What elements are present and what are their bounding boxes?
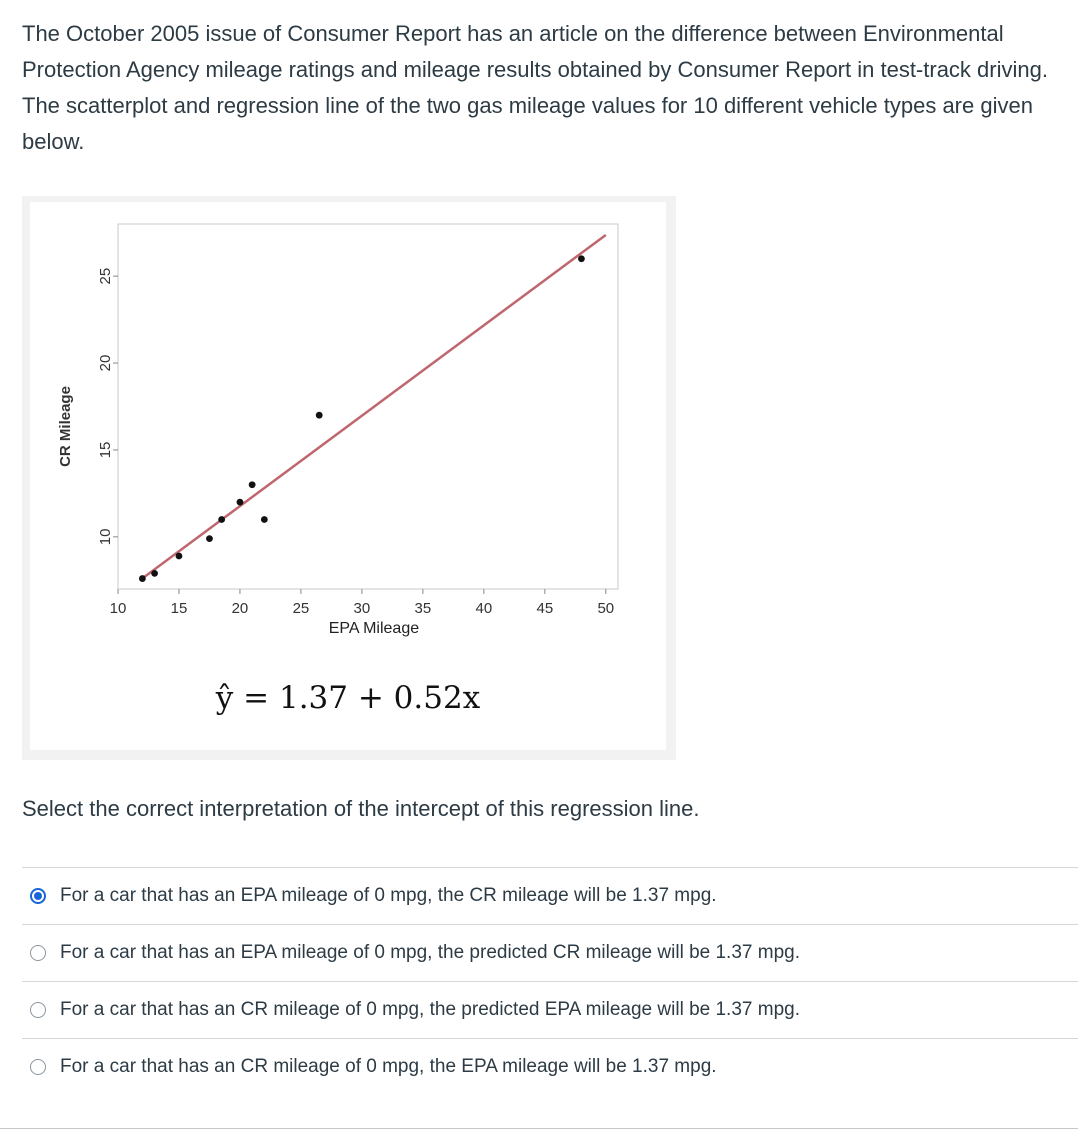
data-point-2 [176, 553, 183, 560]
x-tick-label: 15 [170, 600, 188, 617]
figure-inner [30, 202, 666, 750]
radio-button-2[interactable] [30, 945, 46, 961]
answer-option-1[interactable] [22, 868, 1078, 925]
x-tick-label: 50 [597, 600, 615, 617]
data-point-8 [316, 412, 323, 419]
regression-line [142, 235, 605, 578]
data-point-7 [261, 516, 268, 523]
x-tick-label: 25 [292, 600, 310, 617]
plot-frame [118, 224, 618, 589]
bottom-divider [0, 1128, 1078, 1129]
answer-option-2[interactable] [22, 925, 1078, 982]
answer-option-4[interactable] [22, 1039, 1078, 1095]
radio-button-3[interactable] [30, 1002, 46, 1018]
y-tick-label: 20 [96, 354, 114, 372]
y-tick-label: 15 [96, 441, 114, 459]
data-point-4 [218, 516, 225, 523]
scatterplot-chart [30, 202, 666, 672]
answer-option-label: For a car that has an EPA mileage of 0 mpg, the CR mileage will be 1.37 mpg. [60, 885, 717, 906]
figure-panel [22, 196, 676, 760]
data-point-3 [206, 535, 213, 542]
answer-option-label: For a car that has an EPA mileage of 0 mpg, the predicted CR mileage will be 1.37 mpg. [60, 942, 800, 963]
answer-options [22, 867, 1078, 1095]
x-axis-label: EPA Mileage [328, 620, 420, 637]
radio-button-4[interactable] [30, 1059, 46, 1075]
answer-option-label: For a car that has an CR mileage of 0 mpg, the EPA mileage will be 1.37 mpg. [60, 1056, 717, 1077]
x-tick-label: 30 [353, 600, 371, 617]
y-axis-label: CR Mileage [57, 386, 74, 467]
question-prompt: Select the correct interpretation of the intercept of this regression line. [22, 796, 700, 821]
answer-option-3[interactable] [22, 982, 1078, 1039]
data-point-1 [151, 570, 158, 577]
x-tick-label: 45 [536, 600, 554, 617]
y-tick-label: 10 [96, 528, 114, 546]
x-tick-label: 20 [231, 600, 249, 617]
regression-equation: ŷ = 1.37 + 0.52x [215, 680, 481, 716]
radio-button-1[interactable] [30, 888, 46, 904]
answer-option-label: For a car that has an CR mileage of 0 mpg, the predicted EPA mileage will be 1.37 mpg. [60, 999, 800, 1020]
x-tick-label: 35 [414, 600, 432, 617]
x-tick-label: 10 [109, 600, 127, 617]
y-tick-label: 25 [96, 267, 114, 285]
data-point-9 [578, 255, 585, 262]
data-point-5 [237, 499, 244, 506]
x-tick-label: 40 [475, 600, 493, 617]
question-text: The October 2005 issue of Consumer Report has an article on the difference between Environmental Protection Agency mileage ratings and mileage results obtained by Consumer Report in test-track driving. The scatterplot and regression line of the two gas mileage values for 10 different vehicle types are given below. [22, 21, 1048, 154]
data-point-6 [249, 481, 256, 488]
data-point-10 [139, 575, 146, 582]
